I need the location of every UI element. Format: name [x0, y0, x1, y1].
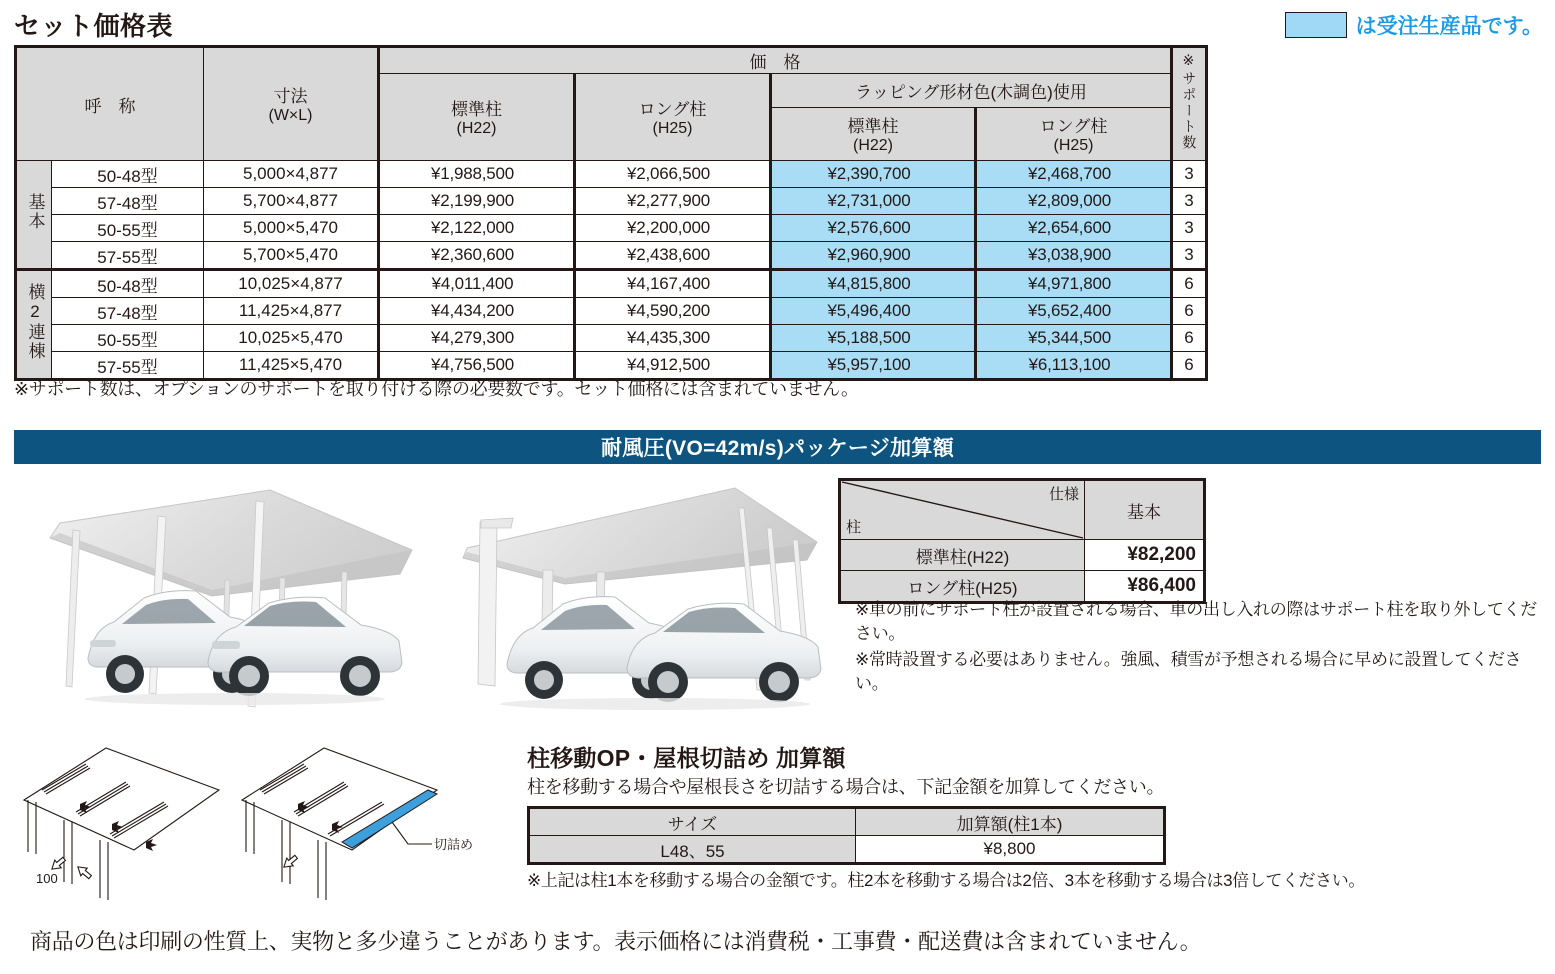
wind-note-1: ※車の前にサポート柱が設置される場合、車の出し入れの際はサポート柱を取り外してください。	[855, 600, 1537, 644]
cell-std-price: ¥2,360,600	[379, 242, 575, 270]
cell-long-price: ¥4,167,400	[575, 270, 771, 298]
cell-std-price: ¥4,756,500	[379, 352, 575, 380]
column-move-description: 柱を移動する場合や屋根長さを切詰する場合は、下記金額を加算してください。	[527, 777, 1165, 797]
cell-name: 57-55型	[52, 352, 204, 380]
wind-row-label: ロング柱(H25)	[840, 571, 1085, 603]
set-price-table	[14, 45, 1208, 381]
cell-wrap-std-price: ¥5,957,100	[771, 352, 976, 380]
colmove-cell-size: L48、55	[529, 836, 856, 864]
colmove-header-size: サイズ	[529, 808, 856, 836]
row-group-label-double: 横2連棟	[16, 270, 52, 380]
wind-pressure-table	[838, 478, 1206, 604]
carport-illustration-1	[20, 478, 420, 710]
cell-support: 6	[1172, 352, 1207, 380]
cell-name: 50-48型	[52, 270, 204, 298]
legend-label: は受注生産品です。	[1355, 15, 1543, 38]
wind-corner-pillar-label: 柱	[846, 519, 862, 536]
cell-name: 57-55型	[52, 242, 204, 270]
trim-label: 切詰め	[434, 837, 474, 852]
wind-table-corner-cell	[840, 480, 1085, 540]
cell-support: 6	[1172, 270, 1207, 298]
header-name: 呼 称	[16, 47, 204, 161]
cell-name: 50-55型	[52, 215, 204, 242]
cell-support: 3	[1172, 188, 1207, 215]
cell-std-price: ¥2,122,000	[379, 215, 575, 242]
cell-long-price: ¥4,912,500	[575, 352, 771, 380]
table-row	[16, 188, 1207, 215]
cell-dimension: 11,425×5,470	[204, 352, 379, 380]
diagonal-divider-icon	[841, 481, 1084, 539]
wind-header-basic: 基本	[1085, 480, 1205, 540]
legend-color-swatch	[1285, 12, 1347, 38]
wind-row-label: 標準柱(H22)	[840, 540, 1085, 571]
header-wrapping-group: ラッピング形材色(木調色)使用	[771, 74, 1172, 108]
carport-photo-basic	[20, 478, 420, 710]
legend	[1285, 10, 1543, 40]
cell-name: 57-48型	[52, 298, 204, 325]
cell-wrap-long-price: ¥4,971,800	[976, 270, 1172, 298]
cell-support: 3	[1172, 242, 1207, 270]
cell-name: 50-55型	[52, 325, 204, 352]
roof-diagram-trim	[232, 742, 477, 900]
cell-wrap-long-price: ¥2,809,000	[976, 188, 1172, 215]
roof-diagram-pillar-move	[14, 742, 229, 900]
carport-illustration-2	[445, 478, 845, 710]
colmove-cell-amount: ¥8,800	[856, 836, 1165, 864]
cell-long-price: ¥4,435,300	[575, 325, 771, 352]
colmove-header-amount: 加算額(柱1本)	[856, 808, 1165, 836]
price-table	[14, 45, 1208, 381]
cell-std-price: ¥4,011,400	[379, 270, 575, 298]
header-wrap-long-pillar: ロング柱 (H25)	[976, 108, 1172, 161]
wind-note-2: ※常時設置する必要はありません。強風、積雪が予想される場合に早めに設置してください。	[855, 650, 1522, 694]
cell-wrap-std-price: ¥2,960,900	[771, 242, 976, 270]
cell-long-price: ¥2,066,500	[575, 161, 771, 188]
wind-row-amount: ¥82,200	[1085, 540, 1205, 571]
pillar-move-diagram-icon	[14, 742, 229, 900]
cell-dimension: 5,000×4,877	[204, 161, 379, 188]
wind-row-amount: ¥86,400	[1085, 571, 1205, 603]
cell-wrap-std-price: ¥5,496,400	[771, 298, 976, 325]
column-move-title: 柱移動OP・屋根切詰め 加算額	[527, 745, 846, 771]
page-title: セット価格表	[14, 11, 174, 41]
support-count-note: ※サポート数は、オプションのサポートを取り付ける際の必要数です。セット価格には含まれていません。	[14, 379, 859, 399]
header-standard-pillar: 標準柱 (H22)	[379, 74, 575, 161]
cell-std-price: ¥4,279,300	[379, 325, 575, 352]
footer-disclaimer: 商品の色は印刷の性質上、実物と多少違うことがあります。表示価格には消費税・工事費・配送費は含まれていません。	[30, 929, 1202, 954]
cell-wrap-long-price: ¥6,113,100	[976, 352, 1172, 380]
cell-wrap-long-price: ¥3,038,900	[976, 242, 1172, 270]
cell-support: 3	[1172, 215, 1207, 242]
cell-dimension: 10,025×5,470	[204, 325, 379, 352]
cell-long-price: ¥2,277,900	[575, 188, 771, 215]
cell-dimension: 5,700×4,877	[204, 188, 379, 215]
cell-name: 50-48型	[52, 161, 204, 188]
cell-wrap-std-price: ¥2,390,700	[771, 161, 976, 188]
cell-support: 6	[1172, 325, 1207, 352]
cell-wrap-long-price: ¥2,468,700	[976, 161, 1172, 188]
cell-dimension: 5,000×5,470	[204, 215, 379, 242]
header-price-group: 価 格	[379, 47, 1172, 74]
table-row	[529, 836, 1165, 864]
cell-dimension: 5,700×5,470	[204, 242, 379, 270]
cell-long-price: ¥2,438,600	[575, 242, 771, 270]
table-row	[16, 215, 1207, 242]
cell-support: 6	[1172, 298, 1207, 325]
cell-wrap-std-price: ¥2,576,600	[771, 215, 976, 242]
colmove-table	[527, 806, 1166, 865]
header-dimension-line1: 寸法	[273, 87, 308, 107]
header-support-count: ※サポート数	[1172, 47, 1207, 161]
header-wrap-standard-pillar: 標準柱 (H22)	[771, 108, 976, 161]
wind-table	[838, 478, 1206, 604]
wind-pressure-banner: 耐風圧(VO=42m/s)パッケージ加算額	[14, 430, 1541, 464]
table-row	[16, 161, 1207, 188]
cell-std-price: ¥4,434,200	[379, 298, 575, 325]
cell-long-price: ¥4,590,200	[575, 298, 771, 325]
header-dimension-line2: (W×L)	[268, 107, 313, 125]
cell-std-price: ¥1,988,500	[379, 161, 575, 188]
table-row	[16, 298, 1207, 325]
column-move-note: ※上記は柱1本を移動する場合の金額です。柱2本を移動する場合は2倍、3本を移動する場合は3倍してください。	[527, 871, 1365, 890]
cell-wrap-std-price: ¥2,731,000	[771, 188, 976, 215]
cell-dimension: 11,425×4,877	[204, 298, 379, 325]
header-long-pillar: ロング柱 (H25)	[575, 74, 771, 161]
price-table-body	[16, 161, 1207, 380]
cell-wrap-long-price: ¥2,654,600	[976, 215, 1172, 242]
column-move-table	[527, 806, 1166, 865]
wind-corner-spec-label: 仕様	[1048, 486, 1079, 503]
cell-std-price: ¥2,199,900	[379, 188, 575, 215]
cell-dimension: 10,025×4,877	[204, 270, 379, 298]
table-row	[16, 325, 1207, 352]
carport-photo-wind	[445, 478, 845, 710]
cell-name: 57-48型	[52, 188, 204, 215]
wind-notes	[838, 598, 1550, 699]
cell-long-price: ¥2,200,000	[575, 215, 771, 242]
header-dimension	[204, 47, 379, 161]
row-group-label-basic: 基本	[16, 161, 52, 270]
roof-trim-diagram-icon	[232, 742, 477, 900]
dimension-label-100: 100	[36, 871, 58, 886]
cell-wrap-std-price: ¥5,188,500	[771, 325, 976, 352]
cell-wrap-long-price: ¥5,344,500	[976, 325, 1172, 352]
cell-wrap-std-price: ¥4,815,800	[771, 270, 976, 298]
cell-support: 3	[1172, 161, 1207, 188]
table-row	[840, 540, 1205, 571]
table-row	[16, 270, 1207, 298]
cell-wrap-long-price: ¥5,652,400	[976, 298, 1172, 325]
table-row	[16, 242, 1207, 270]
